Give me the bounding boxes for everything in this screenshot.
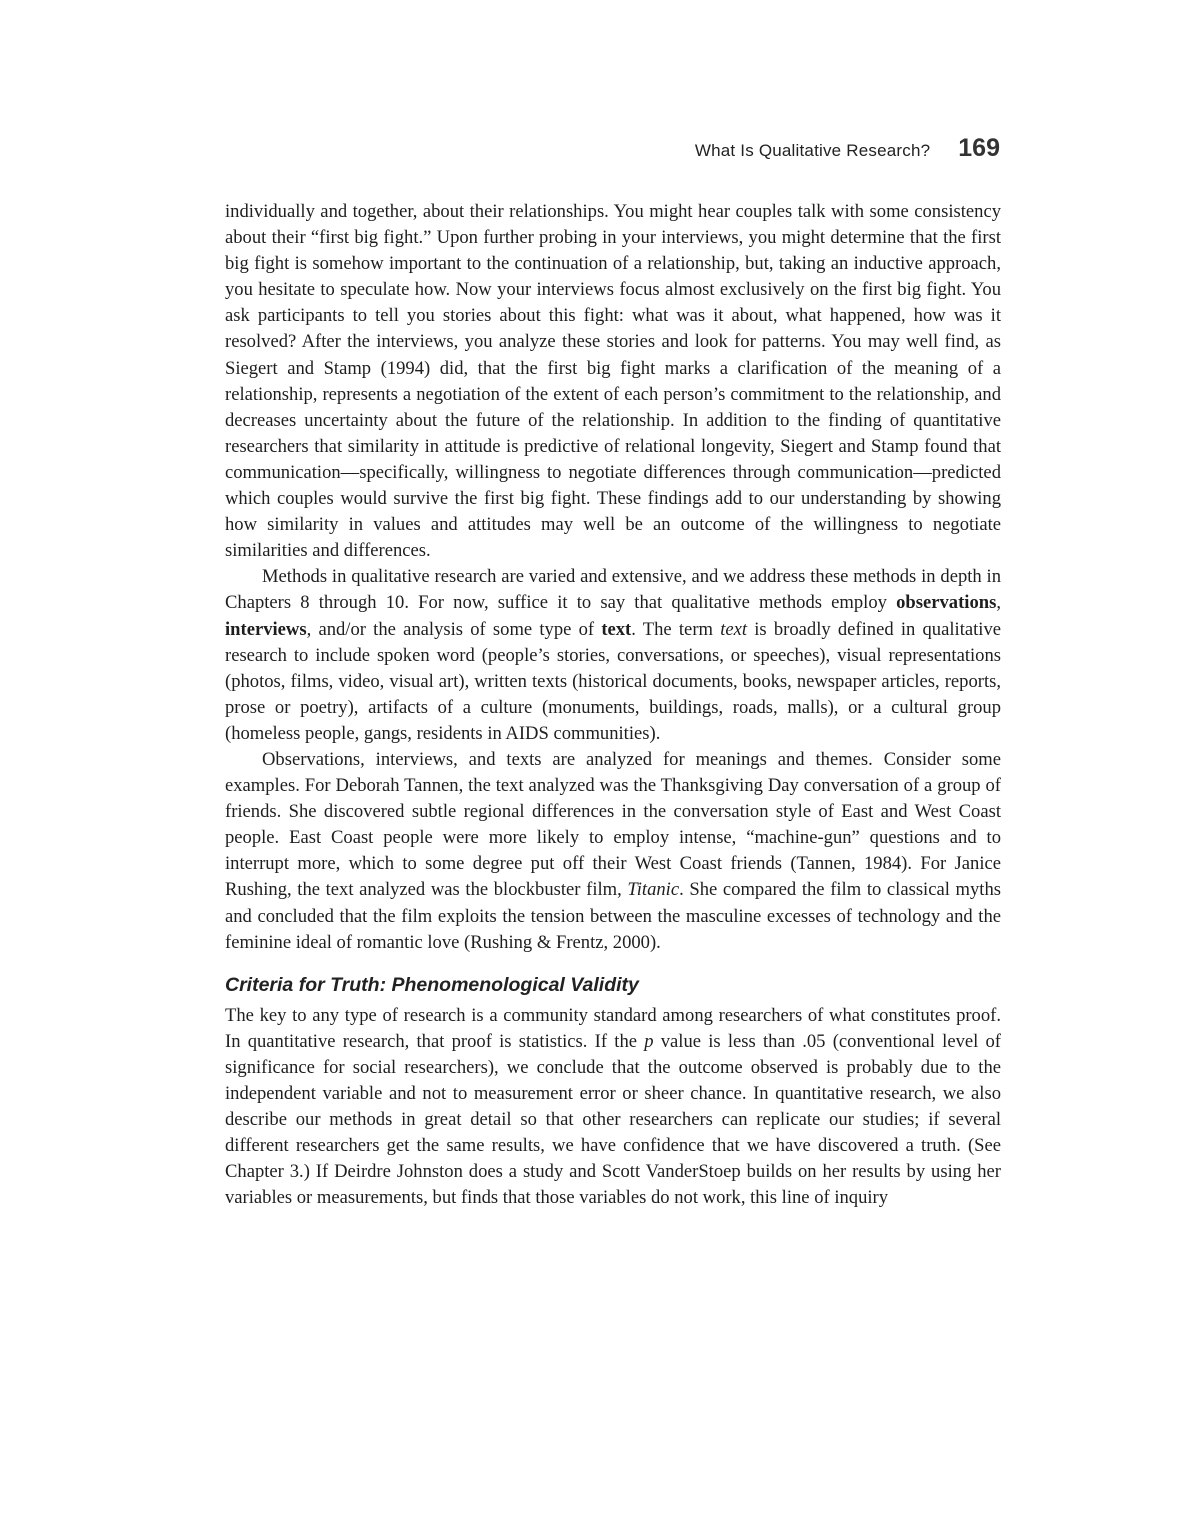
text-span: ,: [996, 592, 1001, 614]
text-span: value is less than .05 (conventional level of significance for social researchers), we conclude that the outcome observed is probably due to the independent variable and not to measurement error or sheer chance. In quantitative research, we also describe our methods in great detail so that other researchers can replicate our studies; if several different researchers get the same results, we have confidence that we have discovered a truth. (See Chapter 3.) If Deirdre Johnston does a study and Scott VanderStoep builds on her results by using her variables or measurements, but finds that those variables do not work, this line of inquiry: [225, 1030, 1002, 1209]
section-heading: Criteria for Truth: Phenomenological Validity: [225, 973, 639, 996]
text-span: Methods in qualitative research are varied and extensive, and we address these methods in depth in Chapters 8 through 10. For now, suffice it to say that qualitative methods employ: [225, 566, 1001, 614]
emphasis-p-value: p: [644, 1030, 654, 1052]
text-span: . The term: [631, 618, 721, 640]
page-body: [225, 199, 1001, 1211]
text-span: . She compared the film to classical myths and concluded that the film exploits the tension between the masculine excesses of technology and the feminine ideal of romantic love (Rushing & Frentz, 2000).: [225, 879, 1001, 953]
text-span: , and/or the analysis of some type of: [306, 618, 602, 640]
text-span: Observations, interviews, and texts are analyzed for meanings and themes. Consider some examples. For Deborah Tannen, the text analyzed was the Thanksgiving Day conversation of a group of friends. She discovered subtle regional differences in the conversation style of East and West Coast people. East Coast people were more likely to employ intense, “machine-gun” questions and to interrupt more, which to some degree put off their West Coast friends (Tannen, 1984). For Janice Rushing, the text analyzed was the blockbuster film,: [225, 748, 1001, 901]
text-span: is broadly defined in qualitative research to include spoken word (people’s stories, conversations, or speeches), visual representations (photos, films, video, visual art), written texts (historical documents, books, newspaper articles, reports, prose or poetry), artifacts of a culture (monuments, buildings, roads, malls), or a cultural group (homeless people, gangs, residents in AIDS communities).: [225, 618, 1001, 744]
term-text: text: [601, 618, 632, 640]
text-span: The key to any type of research is a community standard among researchers of what constitutes proof. In quantitative research, that proof is statistics. If the: [225, 1004, 1001, 1052]
film-title-titanic: Titanic: [627, 879, 680, 901]
page-number: 169: [958, 134, 1000, 162]
term-interviews: interviews: [225, 618, 307, 640]
emphasis-text: text: [720, 618, 748, 640]
paragraph-first-big-fight: individually and together, about their relationships. You might hear couples talk with some consistency about their “first big fight.” Upon further probing in your interviews, you might determine that the first big fight is somehow important to the continuation of a relationship, but, taking an inductive approach, you hesitate to speculate how. Now your interviews focus almost exclusively on the first big fight. You ask participants to tell you stories about this fight: what was it about, what happened, how was it resolved? After the interviews, you analyze these stories and look for patterns. You may well find, as Siegert and Stamp (1994) did, that the first big fight marks a clarification of the meaning of a relationship, represents a negotiation of the extent of each person’s commitment to the relationship, and decreases uncertainty about the future of the relationship. In addition to the finding of quantitative researchers that similarity in attitude is predictive of relational longevity, Siegert and Stamp found that communication—specifically, willingness to negotiate differences through communication—predicted which couples would survive the first big fight. These findings add to our understanding by showing how similarity in values and attitudes may well be an outcome of the willingness to negotiate similarities and differences.: [225, 201, 1001, 562]
term-observations: observations: [896, 592, 997, 614]
paragraph-examples: [225, 747, 1001, 956]
running-head-title: What Is Qualitative Research?: [694, 141, 931, 160]
running-head: [695, 134, 1000, 166]
paragraph-criteria-for-truth: [225, 1003, 1001, 1212]
paragraph-qualitative-methods: [225, 564, 1001, 747]
